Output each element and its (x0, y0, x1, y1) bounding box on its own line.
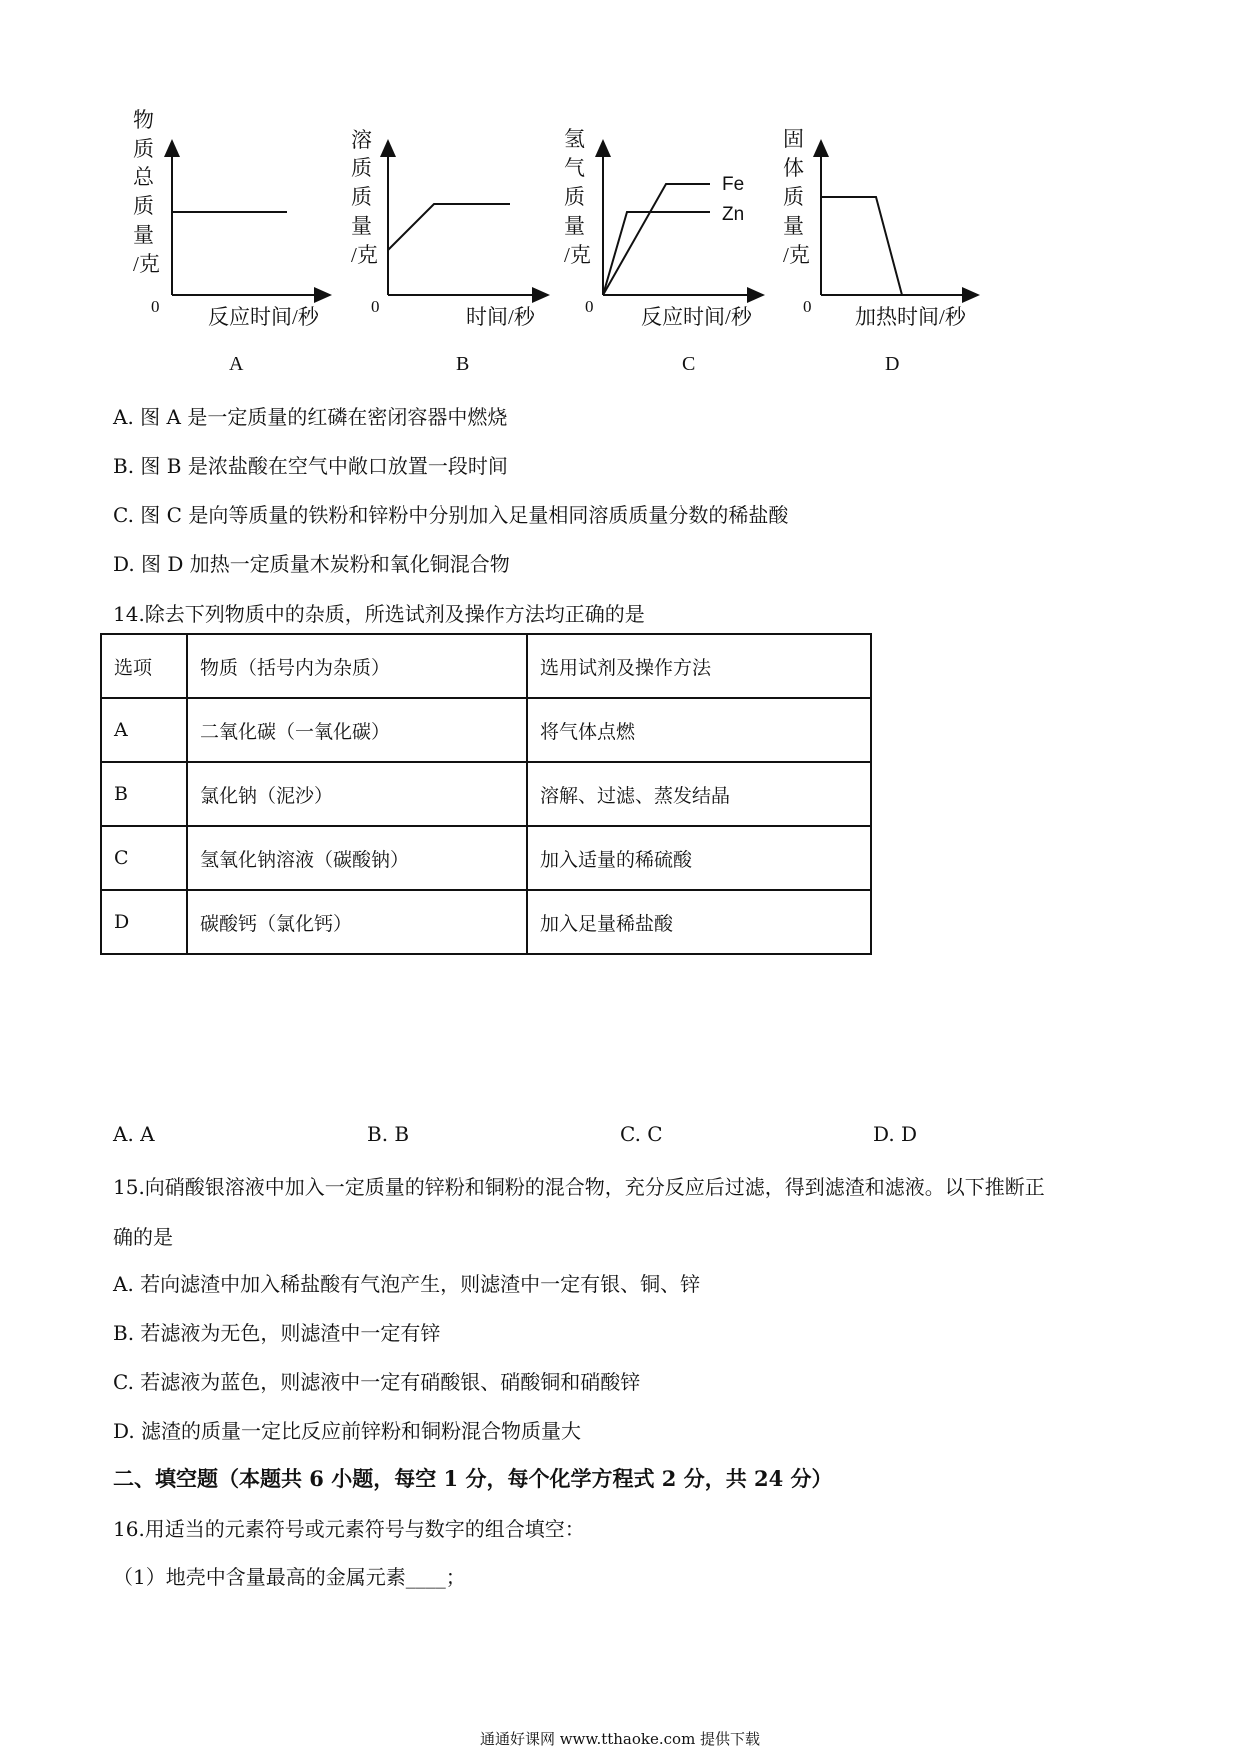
graph-a-xlabel: 反应时间/秒 (208, 305, 319, 329)
section-2-title: 二、填空题（本题共 6 小题，每空 1 分，每个化学方程式 2 分，共 24 分） (113, 1466, 833, 1491)
graph-d-ylabel-5: /克 (783, 243, 810, 267)
graph-d-ylabel-1: 固 (783, 127, 804, 151)
graph-c-fe-label: Fe (722, 174, 745, 195)
graph-d-ylabel-4: 量 (783, 214, 804, 238)
graph-a-ylabel-5: 量 (133, 223, 154, 247)
graph-b-ylabel-1: 溶 (351, 128, 372, 152)
q14-choice-b: B. B (367, 1122, 410, 1146)
graph-c-ylabel-1: 氢 (564, 127, 585, 151)
q14-choice-a: A. A (113, 1122, 155, 1146)
graph-d (783, 127, 972, 375)
graph-c-ylabel-2: 气 (564, 156, 585, 180)
table-row (101, 826, 871, 890)
table-cell: B (101, 762, 187, 826)
graph-d-ylabel-3: 质 (783, 185, 804, 209)
graph-c-ylabel-4: 量 (564, 214, 585, 238)
graph-a-origin: 0 (151, 297, 160, 316)
graph-a (133, 108, 324, 375)
graph-c-xlabel: 反应时间/秒 (641, 305, 752, 329)
page-footer: 通通好课网 www.tthaoke.com 提供下载 (479, 1730, 761, 1748)
graph-d-ylabel-2: 体 (783, 156, 804, 180)
q14-choice-d: D. D (873, 1122, 918, 1146)
table-header-cell: 选用试剂及操作方法 (527, 634, 871, 698)
table-cell: 加入适量的稀硫酸 (527, 826, 871, 890)
q15-stem-line2: 确的是 (113, 1225, 173, 1249)
graph-c-zn-line (603, 212, 710, 295)
q15-stem-line1: 15.向硝酸银溶液中加入一定质量的锌粉和铜粉的混合物，充分反应后过滤，得到滤渣和滤液。以下推断正 (113, 1175, 1045, 1199)
graph-a-ylabel-6: /克 (133, 252, 160, 276)
table-cell: 加入足量稀盐酸 (527, 890, 871, 954)
graph-a-ylabel-1: 物 (133, 108, 154, 132)
table-cell: 溶解、过滤、蒸发结晶 (527, 762, 871, 826)
q14-table (100, 633, 872, 955)
graph-c-origin: 0 (585, 297, 594, 316)
graph-d-origin: 0 (803, 297, 812, 316)
table-cell: C (101, 826, 187, 890)
table-row (101, 698, 871, 762)
graph-c (564, 127, 757, 375)
graph-a-ylabel-2: 质 (133, 137, 154, 161)
table-cell: 将气体点燃 (527, 698, 871, 762)
q16-stem: 16.用适当的元素符号或元素符号与数字的组合填空： (113, 1517, 585, 1541)
graph-a-ylabel-3: 总 (133, 165, 154, 189)
graph-b-ylabel-2: 质 (351, 156, 372, 180)
graph-c-ylabel-5: /克 (564, 243, 591, 267)
graph-a-letter: A (229, 353, 244, 375)
table-cell: 氯化钠（泥沙） (187, 762, 527, 826)
q16-item-1: （1）地壳中含量最高的金属元素____； (113, 1565, 466, 1589)
graph-b (351, 128, 542, 375)
graph-b-letter: B (456, 353, 470, 375)
q15-option-b: B. 若滤液为无色，则滤渣中一定有锌 (113, 1321, 441, 1345)
q14-choice-c: C. C (620, 1122, 663, 1146)
q13-graphs (0, 0, 1240, 380)
q13-option-c: C. 图 C 是向等质量的铁粉和锌粉中分别加入足量相同溶质质量分数的稀盐酸 (113, 503, 789, 527)
table-cell: 二氧化碳（一氧化碳） (187, 698, 527, 762)
graph-a-ylabel-4: 质 (133, 194, 154, 218)
graph-c-zn-label: Zn (722, 204, 745, 225)
q15-option-a: A. 若向滤渣中加入稀盐酸有气泡产生，则滤渣中一定有银、铜、锌 (113, 1272, 701, 1296)
graph-b-curve (388, 204, 510, 250)
graph-d-curve (821, 197, 902, 295)
graph-d-xlabel: 加热时间/秒 (855, 305, 966, 329)
q14-stem: 14.除去下列物质中的杂质，所选试剂及操作方法均正确的是 (113, 602, 645, 626)
graph-d-letter: D (885, 353, 900, 375)
table-row (101, 762, 871, 826)
q13-option-b: B. 图 B 是浓盐酸在空气中敞口放置一段时间 (113, 454, 508, 478)
table-row (101, 890, 871, 954)
table-header-cell: 物质（括号内为杂质） (187, 634, 527, 698)
table-cell: A (101, 698, 187, 762)
table-cell: D (101, 890, 187, 954)
graph-b-ylabel-3: 质 (351, 185, 372, 209)
graph-c-ylabel-3: 质 (564, 185, 585, 209)
q15-option-d: D. 滤渣的质量一定比反应前锌粉和铜粉混合物质量大 (113, 1419, 582, 1443)
graph-c-letter: C (682, 353, 696, 375)
graph-b-xlabel: 时间/秒 (466, 305, 535, 329)
table-cell: 碳酸钙（氯化钙） (187, 890, 527, 954)
table-header-cell: 选项 (101, 634, 187, 698)
q13-option-a: A. 图 A 是一定质量的红磷在密闭容器中燃烧 (113, 405, 508, 429)
q15-option-c: C. 若滤液为蓝色，则滤液中一定有硝酸银、硝酸铜和硝酸锌 (113, 1370, 641, 1394)
table-cell: 氢氧化钠溶液（碳酸钠） (187, 826, 527, 890)
table-header-row (101, 634, 871, 698)
graph-b-ylabel-5: /克 (351, 243, 378, 267)
graph-b-origin: 0 (371, 297, 380, 316)
q13-option-d: D. 图 D 加热一定质量木炭粉和氧化铜混合物 (113, 552, 510, 576)
graph-b-ylabel-4: 量 (351, 214, 372, 238)
